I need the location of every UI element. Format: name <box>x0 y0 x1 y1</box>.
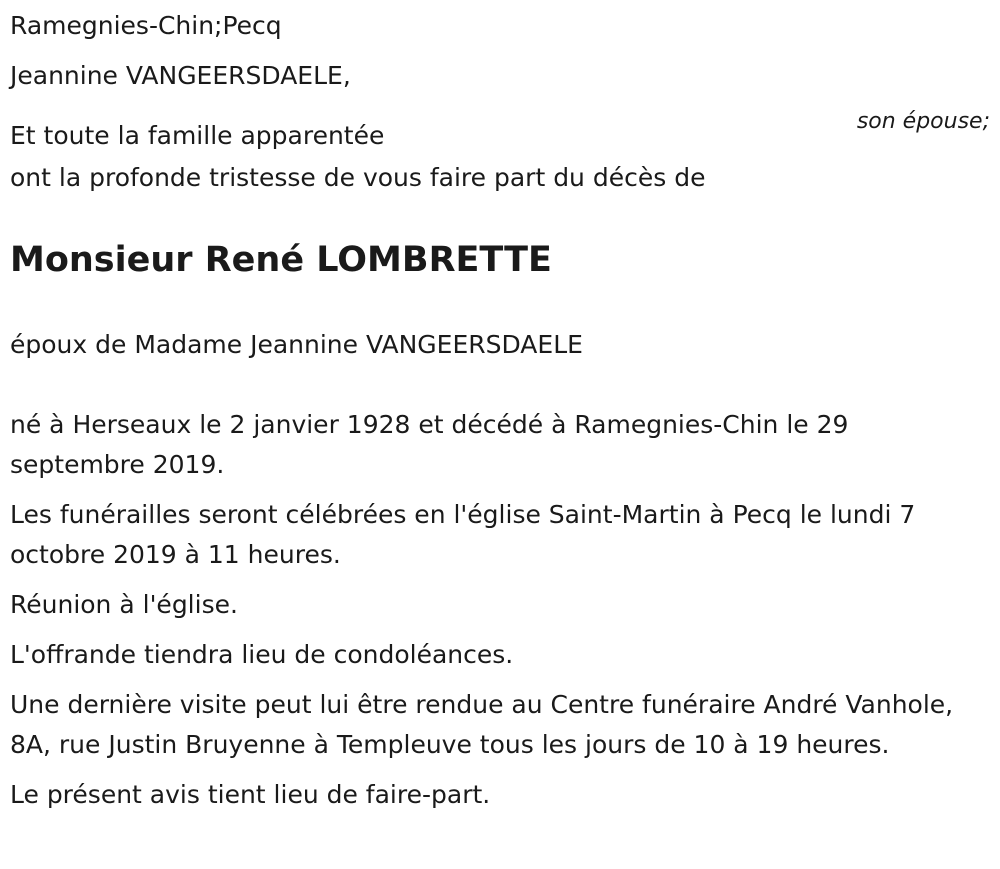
family-line: Et toute la famille apparentée <box>10 121 385 150</box>
funeral-paragraph: Les funérailles seront célébrées en l'église Saint-Martin à Pecq le lundi 7 octobre 2019 à 11 heures. <box>10 500 916 569</box>
location-header: Ramegnies-Chin;Pecq <box>10 11 282 40</box>
closing-paragraph: Le présent avis tient lieu de faire-part. <box>10 780 491 809</box>
visit-paragraph: Une dernière visite peut lui être rendue au Centre funéraire André Vanhole, 8A, rue Justin Bruyenne à Templeuve tous les jours de 10 à 19 heures. <box>10 690 954 759</box>
survivor-relation: son épouse; <box>856 109 990 134</box>
birth-death-paragraph: né à Herseaux le 2 janvier 1928 et décédé à Ramegnies-Chin le 29 septembre 2019. <box>10 410 849 479</box>
offering-paragraph: L'offrande tiendra lieu de condoléances. <box>10 640 514 669</box>
spouse-line: époux de Madame Jeannine VANGEERSDAELE <box>10 330 583 359</box>
survivor-name: Jeannine VANGEERSDAELE, <box>10 61 351 90</box>
notice-body <box>10 405 985 825</box>
deceased-name: Monsieur René LOMBRETTE <box>10 240 552 280</box>
announcement-line: ont la profonde tristesse de vous faire part du décès de <box>10 163 706 192</box>
meeting-paragraph: Réunion à l'église. <box>10 590 238 619</box>
